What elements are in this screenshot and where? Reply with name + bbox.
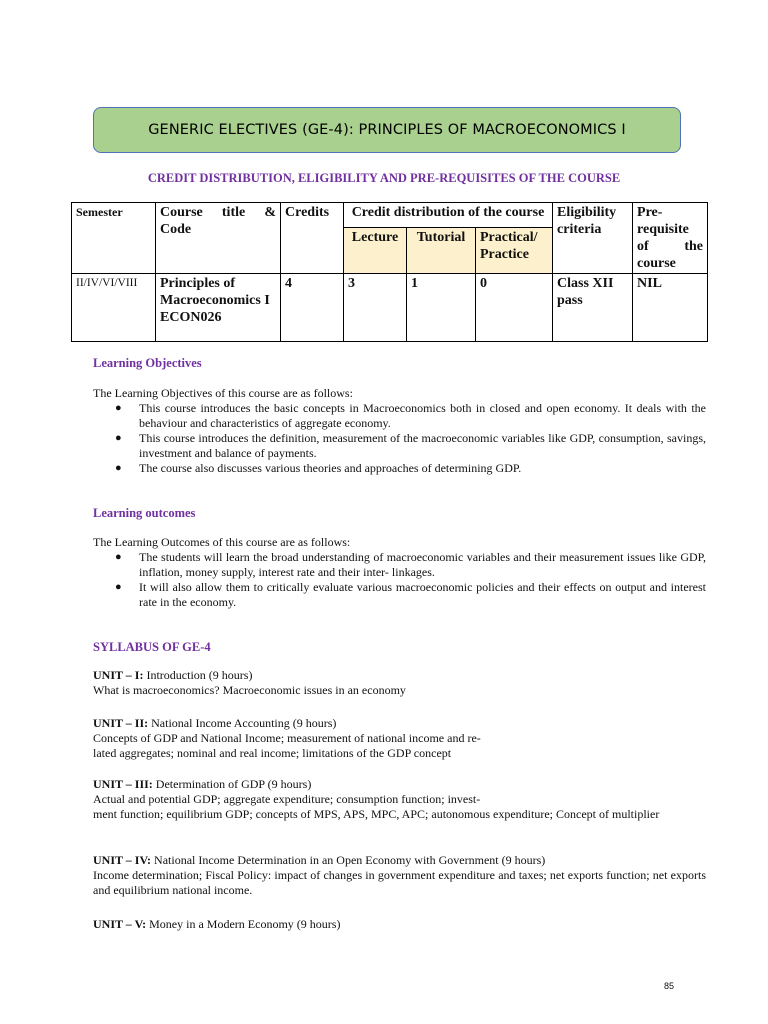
list-item	[93, 401, 706, 431]
header-credit-distribution: Credit distribution of the course	[344, 203, 553, 228]
unit-line: ment function; equilibrium GDP; concepts of MPS, APS, MPC, APC; autonomous expenditure; Concept of multiplier	[93, 807, 660, 821]
header-eligibility: Eligibility criteria	[553, 203, 633, 274]
unit-title: Money in a Modern Economy (9 hours)	[149, 917, 341, 931]
cell-tutorial: 1	[407, 274, 476, 342]
bullet-icon: ●	[115, 551, 122, 563]
unit-line: Income determination; Fiscal Policy: impact of changes in government expenditure and taxes; net exports function; net exports and equilibrium national income.	[93, 868, 706, 897]
unit-2	[93, 716, 706, 761]
bullet-icon: ●	[115, 581, 122, 593]
syllabus-heading: SYLLABUS OF GE-4	[93, 640, 211, 654]
learning-outcomes-intro: The Learning Outcomes of this course are as follows:	[93, 535, 351, 549]
unit-title: National Income Determination in an Open Economy with Government (9 hours)	[154, 853, 546, 867]
cell-course	[156, 274, 281, 342]
table-row	[72, 274, 708, 342]
unit-line: Actual and potential GDP; aggregate expenditure; consumption function; invest-	[93, 792, 481, 806]
credit-distribution-table	[71, 202, 708, 342]
unit-line: What is macroeconomics? Macroeconomic issues in an economy	[93, 683, 406, 697]
cell-course-name: Principles of Macroeconomics I	[160, 276, 270, 308]
unit-3	[93, 777, 706, 822]
cell-eligibility: Class XII pass	[553, 274, 633, 342]
cell-practical: 0	[476, 274, 553, 342]
unit-title: Introduction (9 hours)	[146, 668, 253, 682]
learning-objectives-heading: Learning Objectives	[93, 356, 202, 370]
credit-distribution-heading: CREDIT DISTRIBUTION, ELIGIBILITY AND PRE-REQUISITES OF THE COURSE	[147, 171, 621, 185]
header-course-title: Course title & Code	[156, 203, 281, 274]
header-semester: Semester	[72, 203, 156, 274]
bullet-text: This course introduces the basic concepts in Macroeconomics both in closed and open economy. It deals with the behaviour and characteristics of aggregate economy.	[139, 401, 706, 430]
unit-4	[93, 853, 706, 898]
bullet-icon: ●	[115, 462, 122, 474]
header-tutorial: Tutorial	[407, 227, 476, 273]
learning-objectives-list	[93, 401, 706, 476]
unit-label: UNIT – I:	[93, 668, 144, 682]
list-item	[93, 431, 706, 461]
header-credits: Credits	[281, 203, 344, 274]
list-item	[93, 580, 706, 610]
header-lecture: Lecture	[344, 227, 407, 273]
bullet-text: The course also discusses various theories and approaches of determining GDP.	[139, 461, 522, 475]
unit-label: UNIT – III:	[93, 777, 153, 791]
header-prerequisite: Pre-requisite of the course	[633, 203, 708, 274]
cell-semester: II/IV/VI/VIII	[72, 274, 156, 342]
learning-outcomes-list	[93, 550, 706, 610]
unit-line: lated aggregates; nominal and real income; limitations of the GDP concept	[93, 746, 452, 760]
learning-outcomes-section	[93, 535, 706, 610]
unit-label: UNIT – V:	[93, 917, 147, 931]
list-item	[93, 461, 706, 476]
bullet-text: It will also allow them to critically evaluate various macroeconomic policies and their effects on output and interest rate in the economy.	[139, 580, 706, 609]
header-practical: Practical/ Practice	[476, 227, 553, 273]
bullet-text: The students will learn the broad understanding of macroeconomic variables and their measurement issues like GDP, inflation, money supply, interest rate and their inter- linkages.	[139, 550, 706, 579]
bullet-icon: ●	[115, 432, 122, 444]
table-header-row	[72, 203, 708, 228]
unit-title: Determination of GDP (9 hours)	[155, 777, 312, 791]
learning-objectives-intro: The Learning Objectives of this course are as follows:	[93, 386, 353, 400]
learning-outcomes-heading: Learning outcomes	[93, 506, 196, 520]
unit-line: Concepts of GDP and National Income; measurement of national income and re-	[93, 731, 481, 745]
unit-label: UNIT – IV:	[93, 853, 152, 867]
bullet-icon: ●	[115, 402, 122, 414]
unit-5	[93, 917, 706, 932]
unit-title: National Income Accounting (9 hours)	[151, 716, 337, 730]
bullet-text: This course introduces the definition, measurement of the macroeconomic variables like GDP, consumption, savings, investment and balance of payments.	[139, 431, 706, 460]
cell-lecture: 3	[344, 274, 407, 342]
course-title-banner	[93, 107, 681, 153]
unit-1	[93, 668, 706, 698]
page-number: 85	[664, 981, 675, 991]
unit-label: UNIT – II:	[93, 716, 149, 730]
learning-objectives-section	[93, 386, 706, 476]
cell-prerequisite: NIL	[633, 274, 708, 342]
list-item	[93, 550, 706, 580]
cell-credits: 4	[281, 274, 344, 342]
cell-course-code: ECON026	[160, 310, 222, 325]
banner-title: GENERIC ELECTIVES (GE-4): PRINCIPLES OF MACROECONOMICS I	[148, 122, 626, 138]
